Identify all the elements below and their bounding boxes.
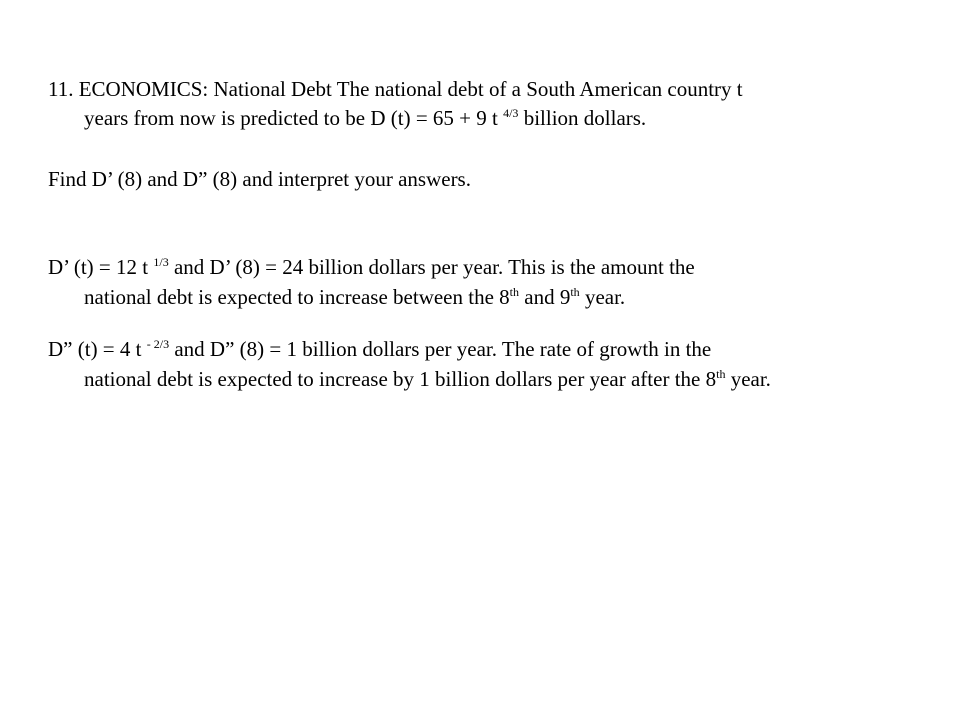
answer1-line-1 (48, 254, 695, 280)
answer2-line-2 (84, 366, 771, 392)
answer2-text-1: D” (t) = 4 t (48, 337, 142, 361)
answer1-text-2: and D’ (8) = 24 billion dollars per year. This is the amount the (173, 255, 695, 279)
answer2-text-4: year. (725, 367, 771, 391)
answer1-line-2 (84, 284, 625, 310)
exponent: 1/3 (153, 255, 169, 269)
answer2-text-3: national debt is expected to increase by 1 billion dollars per year after the 8 (84, 367, 717, 391)
ordinal-suffix: th (716, 367, 726, 381)
question-text: Find D’ (8) and D” (8) and interpret your answers. (48, 167, 471, 191)
exponent: - 2/3 (146, 337, 170, 351)
problem-text-3: billion dollars. (523, 106, 647, 130)
problem-line-2 (84, 105, 646, 131)
answer1-text-4: and 9 (519, 285, 571, 309)
exponent: 4/3 (503, 106, 519, 120)
answer1-text-5: year. (579, 285, 626, 309)
ordinal-suffix: th (509, 285, 520, 299)
problem-text-1: 11. ECONOMICS: National Debt The national debt of a South American country t (48, 77, 743, 101)
answer1-text-3: national debt is expected to increase between the 8 (84, 285, 510, 309)
problem-text-2: years from now is predicted to be D (t) = 65 + 9 t (84, 106, 498, 130)
answer1-text-1: D’ (t) = 12 t (48, 255, 149, 279)
answer2-text-2: and D” (8) = 1 billion dollars per year. The rate of growth in the (174, 337, 712, 361)
answer2-line-1 (48, 336, 711, 362)
question-line (48, 166, 471, 192)
problem-line-1 (48, 76, 743, 102)
ordinal-suffix: th (570, 285, 580, 299)
